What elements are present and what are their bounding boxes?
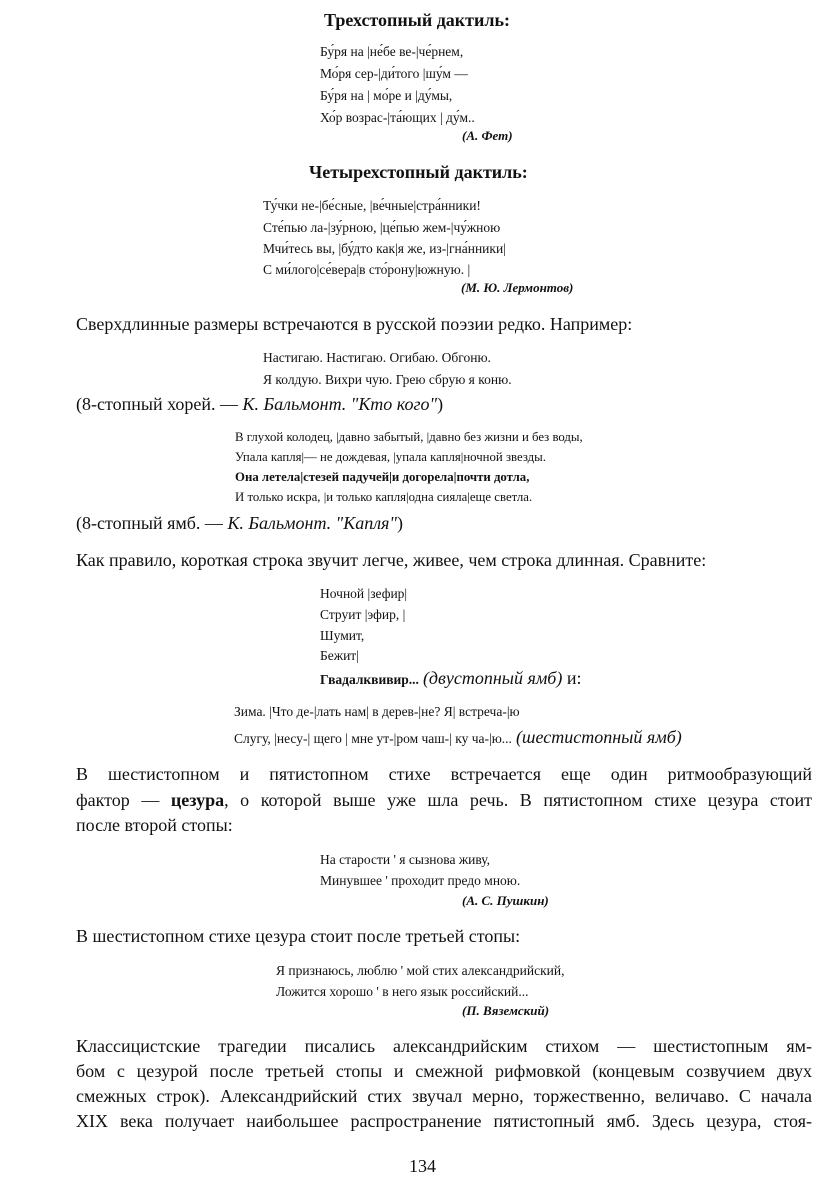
caption: (8-стопный ямб. — К. Бальмонт. "Капля") bbox=[76, 513, 403, 533]
verse-line: Упала капля|— не дождевая, |упала капля|ночной звезды. bbox=[235, 450, 546, 464]
verse-line: Хо́р возрас-|та́ющих | ду́м.. bbox=[320, 110, 475, 125]
paragraph-line: В шестистопном и пятистопном стихе встречается еще один ритмообразующий bbox=[76, 764, 812, 784]
verse-line: Ложится хорошо ' в него язык российский... bbox=[276, 984, 529, 999]
verse-line: Я колдую. Вихри чую. Грею сбрую я коню. bbox=[263, 372, 512, 387]
verse-line: Мо́ря сер-|ди́того |шу́м — bbox=[320, 66, 468, 81]
verse-line: Бу́ря на | мо́ре и |ду́мы, bbox=[320, 88, 453, 103]
heading-trimeter-dactyl: Трехстопный дактиль: bbox=[324, 10, 511, 30]
paragraph-line: Классицистские трагедии писались александрийским стихом — шестистопным ям- bbox=[76, 1036, 812, 1056]
verse-line: Бу́ря на |не́бе ве-|че́рнем, bbox=[320, 44, 464, 59]
verse-line: Ту́чки не-|бе́сные, |ве́чные|стра́нники! bbox=[263, 198, 481, 213]
verse-line: На старости ' я сызнова живу, bbox=[320, 852, 491, 867]
paragraph-line: фактор — цезура, о которой выше уже шла речь. В пятистопном стихе цезура стоит bbox=[76, 790, 812, 810]
verse-line: Настигаю. Настигаю. Огибаю. Обгоню. bbox=[263, 350, 491, 365]
attribution: (А. Фет) bbox=[462, 128, 513, 143]
verse-line: Зима. |Что де-|лать нам| в дерев-|не? Я| встреча-|ю bbox=[234, 704, 520, 719]
page-number: 134 bbox=[409, 1156, 436, 1176]
verse-line: Я признаюсь, люблю ' мой стих александрийский, bbox=[276, 963, 565, 978]
attribution: (П. Вяземский) bbox=[462, 1003, 550, 1018]
verse-line-with-note: Гвадалквивир... (двустопный ямб) и: bbox=[320, 668, 582, 688]
verse-line: Ночной |зефир| bbox=[320, 586, 408, 601]
heading-tetrameter-dactyl: Четырехстопный дактиль: bbox=[309, 162, 528, 182]
paragraph: В шестистопном стихе цезура стоит после третьей стопы: bbox=[76, 926, 521, 946]
verse-line: Она летела|стезей падучей|и догорела|почти дотла, bbox=[235, 470, 530, 484]
verse-line: Мчи́тесь вы, |бу́дто как|я же, из-|гна́нники| bbox=[263, 241, 506, 256]
paragraph-line: бом с цезурой после третьей стопы и смежной рифмовкой (концевым созвучием двух bbox=[76, 1061, 812, 1081]
verse-line: Струит |эфир, | bbox=[320, 607, 406, 622]
caption: (8-стопный хорей. — К. Бальмонт. "Кто кого") bbox=[76, 394, 444, 414]
verse-line: Шумит, bbox=[320, 628, 365, 643]
attribution: (А. С. Пушкин) bbox=[462, 893, 549, 908]
paragraph-line: после второй стопы: bbox=[76, 815, 233, 835]
paragraph-line: смежных строк). Александрийский стих звучал мерно, торжественно, величаво. С начала bbox=[76, 1086, 812, 1106]
verse-line-with-note: Слугу, |несу-| щего | мне ут-|ром чаш-| ку ча-|ю... (шестистопный ямб) bbox=[234, 727, 682, 747]
verse-line: В глухой колодец, |давно забытый, |давно без жизни и без воды, bbox=[235, 430, 583, 444]
verse-line: Минувшее ' проходит предо мною. bbox=[320, 873, 521, 888]
paragraph: Как правило, короткая строка звучит легче, живее, чем строка длинная. Сравните: bbox=[76, 550, 707, 570]
paragraph-line: XIX века получает наибольшее распространение пятистопный ямб. Здесь цезура, стоя- bbox=[76, 1111, 812, 1131]
attribution: (М. Ю. Лермонтов) bbox=[461, 280, 574, 295]
paragraph: Сверхдлинные размеры встречаются в русской поэзии редко. Например: bbox=[76, 314, 633, 334]
verse-line: Сте́пью ла-|зу́рною, |це́пью жем-|чу́жною bbox=[263, 220, 501, 235]
term-caesura: цезура bbox=[170, 790, 225, 810]
verse-line: И только искра, |и только капля|одна сияла|еще светла. bbox=[235, 490, 533, 504]
verse-line: Бежит| bbox=[320, 648, 359, 663]
verse-line: С ми́лого|се́вера|в сто́рону|южную. | bbox=[263, 262, 471, 277]
